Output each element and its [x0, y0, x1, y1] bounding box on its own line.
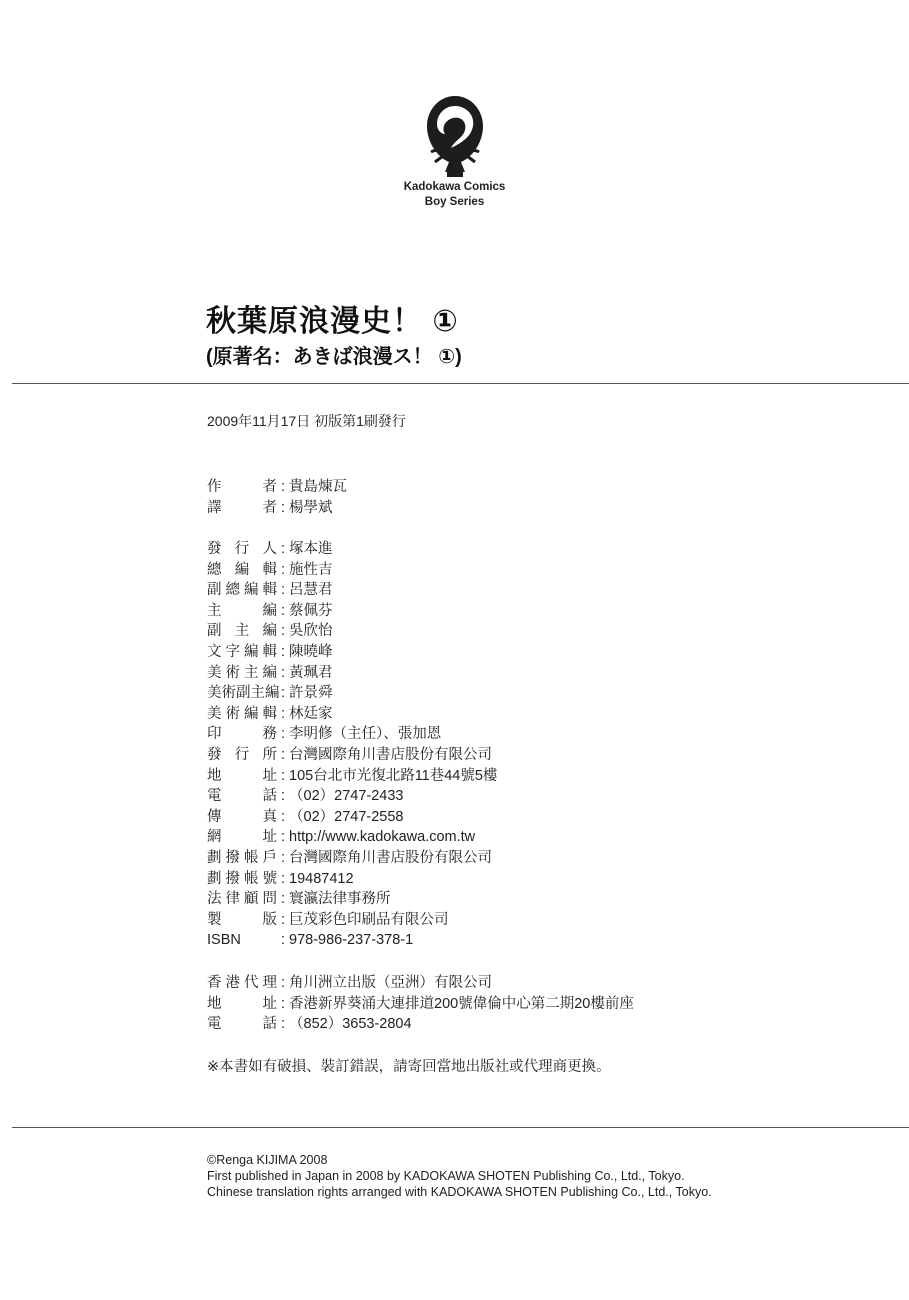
- copyright-block: [207, 1152, 712, 1200]
- credit-row: 譯者 : 楊學斌: [207, 498, 347, 519]
- staff-row: 總編輯 : 施性吉: [207, 560, 497, 581]
- staff-value: http://www.kadokawa.com.tw: [289, 829, 476, 846]
- staff-value: 台灣國際角川書店股份有限公司: [289, 849, 492, 866]
- staff-value: 陳曉峰: [289, 643, 333, 660]
- staff-value: （02）2747-2433: [289, 788, 404, 805]
- publisher-logo: [0, 92, 909, 210]
- release-date: 2009年11月17日 初版第1刷發行: [207, 413, 406, 429]
- staff-label: 網址: [207, 829, 277, 846]
- staff-value: 台灣國際角川書店股份有限公司: [289, 746, 492, 763]
- staff-label: 文字編輯: [207, 643, 277, 660]
- staff-value: 李明修（主任）、張加恩: [289, 726, 442, 743]
- staff-label: 劃撥帳戶: [207, 849, 277, 866]
- staff-value: 呂慧君: [289, 582, 333, 599]
- staff-label: 地址: [207, 767, 277, 784]
- staff-value: 105台北市光復北路11巷44號5樓: [289, 767, 498, 784]
- staff-value: 19487412: [289, 870, 354, 887]
- copyright-line: Chinese translation rights arranged with KADOKAWA SHOTEN Publishing Co., Ltd., Tokyo.: [207, 1185, 712, 1199]
- staff-value: 吳欣怡: [289, 623, 333, 640]
- credit-label: 譯者: [207, 499, 277, 516]
- staff-value: 978-986-237-378-1: [289, 932, 414, 949]
- staff-row: ISBN : 978-986-237-378-1: [207, 930, 497, 951]
- staff-label: 傳真: [207, 808, 277, 825]
- staff-row: 發行所 : 台灣國際角川書店股份有限公司: [207, 745, 497, 766]
- staff-value: 巨茂彩色印刷品有限公司: [289, 911, 449, 928]
- staff-label: 發行所: [207, 746, 277, 763]
- staff-label: 美術編輯: [207, 705, 277, 722]
- staff-value: 黃珮君: [289, 664, 333, 681]
- staff-row: 主編 : 蔡佩芬: [207, 601, 497, 622]
- staff-value: 施性吉: [289, 561, 333, 578]
- staff-row: 副總編輯 : 呂慧君: [207, 580, 497, 601]
- staff-row: 地址 : 105台北市光復北路11巷44號5樓: [207, 766, 497, 787]
- staff-row: 製版 : 巨茂彩色印刷品有限公司: [207, 910, 497, 931]
- staff-label: 副總編輯: [207, 582, 277, 599]
- hk-label: 地址: [207, 995, 277, 1012]
- staff-label: 發行人: [207, 541, 277, 557]
- hk-value: （852）3653-2804: [289, 1016, 412, 1033]
- hk-value: 角川洲立出版（亞洲）有限公司: [289, 975, 492, 991]
- staff-row: 劃撥帳號 : 19487412: [207, 869, 497, 890]
- staff-label: 電話: [207, 788, 277, 805]
- staff-row: 法律顧問 : 寰瀛法律事務所: [207, 889, 497, 910]
- staff-row: 印務 : 李明修（主任）、張加恩: [207, 724, 497, 745]
- logo-line-1: Kadokawa Comics: [403, 181, 506, 193]
- credit-label: 作者: [207, 479, 277, 495]
- hk-row: 電話 : （852）3653-2804: [207, 1014, 634, 1035]
- hk-value: 香港新界葵涌大連排道200號偉倫中心第二期20樓前座: [289, 995, 634, 1012]
- copyright-line: First published in Japan in 2008 by KADOKAWA SHOTEN Publishing Co., Ltd., Tokyo.: [207, 1169, 685, 1183]
- phoenix-emblem-icon: [415, 92, 495, 180]
- staff-value: 許景舜: [289, 685, 333, 702]
- divider-bottom: [12, 1127, 909, 1128]
- staff-value: （02）2747-2558: [289, 808, 404, 825]
- staff-label: 劃撥帳號: [207, 870, 277, 887]
- staff-value: 蔡佩芬: [289, 602, 333, 619]
- staff-row: 美術主編 : 黃珮君: [207, 663, 497, 684]
- staff-row: 美術副主編: 許景舜: [207, 683, 497, 704]
- hk-agent-list: [207, 973, 634, 1035]
- staff-label: 製版: [207, 911, 277, 928]
- hk-label: 電話: [207, 1016, 277, 1033]
- book-title: 秋葉原浪漫史！ ①: [206, 305, 459, 338]
- staff-label: 總編輯: [207, 561, 277, 578]
- staff-row: 網址 : http://www.kadokawa.com.tw: [207, 827, 497, 848]
- author-list: [207, 477, 347, 518]
- staff-row: 發行人 : 塚本進: [207, 539, 497, 560]
- credit-value: 貴島煉瓦: [289, 479, 347, 495]
- staff-label: ISBN: [207, 932, 241, 949]
- staff-row: 傳真 : （02）2747-2558: [207, 807, 497, 828]
- staff-value: 林廷家: [289, 705, 333, 722]
- replacement-notice: ※本書如有破損、裝訂錯誤，請寄回當地出版社或代理商更換。: [207, 1059, 611, 1075]
- staff-row: 文字編輯 : 陳曉峰: [207, 642, 497, 663]
- staff-label: 副主編: [207, 623, 277, 640]
- staff-list: [207, 539, 497, 951]
- staff-row: 電話 : （02）2747-2433: [207, 786, 497, 807]
- logo-line-2: Boy Series: [424, 196, 485, 208]
- credit-row: 作者 : 貴島煉瓦: [207, 477, 347, 498]
- staff-row: 劃撥帳戶 : 台灣國際角川書店股份有限公司: [207, 848, 497, 869]
- staff-row: 美術編輯 : 林廷家: [207, 704, 497, 725]
- hk-row: 香港代理 : 角川洲立出版（亞洲）有限公司: [207, 973, 634, 994]
- divider-top: [12, 383, 909, 384]
- staff-value: 塚本進: [289, 541, 333, 557]
- staff-label: 主編: [207, 602, 277, 619]
- staff-label: 印務: [207, 726, 277, 743]
- staff-row: 副主編 : 吳欣怡: [207, 621, 497, 642]
- staff-label: 美術主編: [207, 664, 277, 681]
- copyright-line: ©Renga KIJIMA 2008: [207, 1153, 328, 1167]
- book-original-title: (原著名：あきば浪漫ス！ ①): [206, 346, 462, 368]
- hk-label: 香港代理: [207, 975, 277, 991]
- staff-value: 寰瀛法律事務所: [289, 891, 391, 908]
- staff-label: 法律顧問: [207, 891, 277, 908]
- hk-row: 地址 : 香港新界葵涌大連排道200號偉倫中心第二期20樓前座: [207, 994, 634, 1015]
- credit-value: 楊學斌: [289, 499, 333, 516]
- staff-label: 美術副主編: [207, 685, 280, 702]
